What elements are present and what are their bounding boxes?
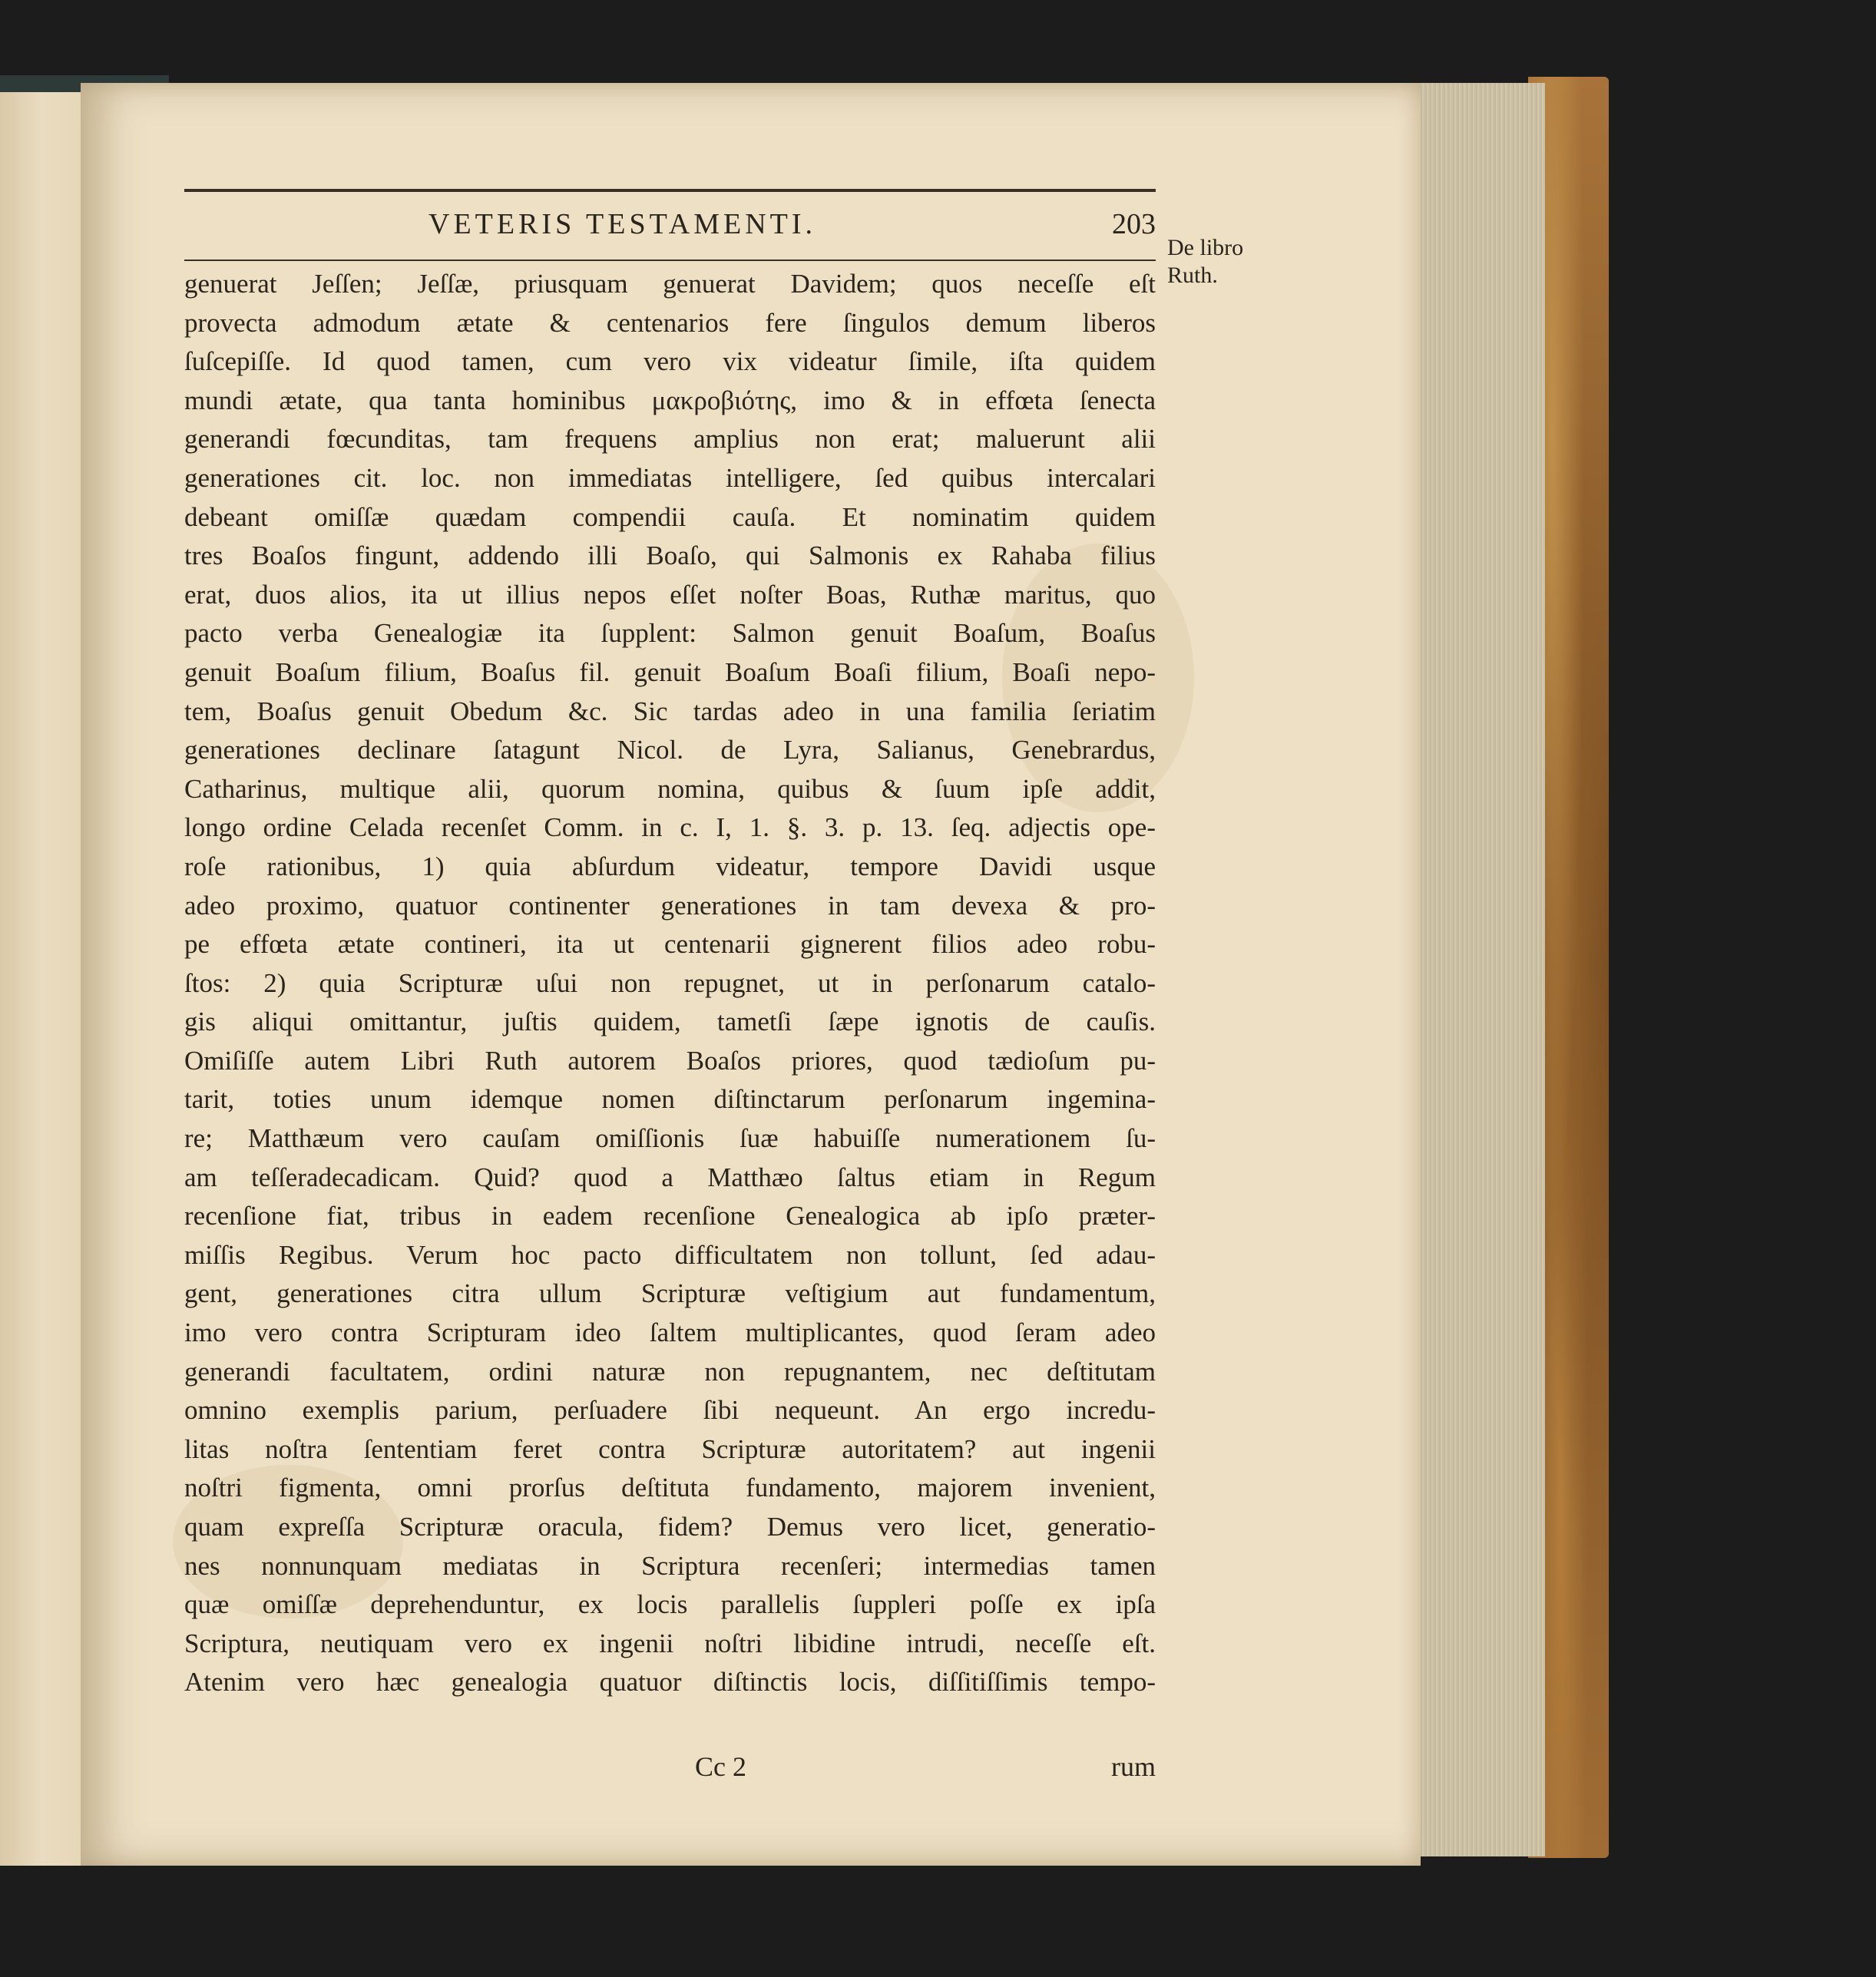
text-line: erat, duos alios, ita ut illius nepos eſſet noſter Boas, Ruthæ maritus, quo [184, 579, 1156, 610]
text-line: genuerat Jeſſen; Jeſſæ, priusquam genuerat Davidem; quos neceſſe eſt [184, 269, 1156, 299]
text-line: ſuſcepiſſe. Id quod tamen, cum vero vix videatur ſimile, iſta quidem [184, 346, 1156, 377]
text-line: quæ omiſſæ deprehenduntur, ex locis parallelis ſuppleri poſſe ex ipſa [184, 1589, 1156, 1620]
text-line: imo vero contra Scripturam ideo ſaltem multiplicantes, quod ſeram adeo [184, 1317, 1156, 1348]
text-line: ſtos: 2) quia Scripturæ uſui non repugnet, ut in perſonarum catalo- [184, 967, 1156, 998]
text-line: am teſſeradecadicam. Quid? quod a Matthæo ſaltus etiam in Regum [184, 1162, 1156, 1192]
text-line: recenſione fiat, tribus in eadem recenſione Genealogica ab ipſo præter- [184, 1201, 1156, 1231]
text-line: re; Matthæum vero cauſam omiſſionis ſuæ habuiſſe numerationem ſu- [184, 1123, 1156, 1154]
header-rule-top [184, 189, 1156, 192]
catchword: rum [1111, 1751, 1156, 1782]
text-line: Omiſiſſe autem Libri Ruth autorem Boaſos priores, quod tædioſum pu- [184, 1045, 1156, 1076]
text-line: generationes declinare ſatagunt Nicol. de Lyra, Salianus, Genebrardus, [184, 735, 1156, 765]
text-line: miſſis Regibus. Verum hoc pacto difficultatem non tollunt, ſed adau- [184, 1239, 1156, 1270]
text-line: gis aliqui omittantur, juſtis quidem, tametſi ſæpe ignotis de cauſis. [184, 1007, 1156, 1037]
text-line: pacto verba Genealogiæ ita ſupplent: Salmon genuit Boaſum, Boaſus [184, 618, 1156, 649]
page-block-edges [1409, 83, 1545, 1856]
text-line: Catharinus, multique alii, quorum nomina, quibus & ſuum ipſe addit, [184, 773, 1156, 804]
text-line: longo ordine Celada recenſet Comm. in c. I, 1. §. 3. p. 13. ſeq. adjectis ope- [184, 812, 1156, 843]
text-line: generandi facultatem, ordini naturæ non repugnantem, nec deſtitutam [184, 1356, 1156, 1387]
margin-note-line: De libro [1167, 235, 1244, 260]
running-title: VETERIS TESTAMENTI. [428, 208, 817, 240]
text-line: nes nonnunquam mediatas in Scriptura recenſeri; intermedias tamen [184, 1550, 1156, 1581]
page-number: 203 [1112, 208, 1156, 240]
signature-mark: Cc 2 [695, 1751, 746, 1782]
text-line: Scriptura, neutiquam vero ex ingenii noſtri libidine intrudi, neceſſe eſt. [184, 1628, 1156, 1658]
text-line: Atenim vero hæc genealogia quatuor diſtinctis locis, diſſitiſſimis tempo- [184, 1667, 1156, 1698]
text-line: quam expreſſa Scripturæ oracula, fidem? Demus vero licet, generatio- [184, 1512, 1156, 1542]
text-line: roſe rationibus, 1) quia abſurdum videatur, tempore Davidi usque [184, 851, 1156, 881]
text-line: tarit, toties unum idemque nomen diſtinctarum perſonarum ingemina- [184, 1084, 1156, 1115]
margin-note [1167, 234, 1243, 289]
text-line: omnino exemplis parium, perſuadere ſibi nequeunt. An ergo incredu- [184, 1395, 1156, 1426]
page-footer [184, 1751, 1156, 1789]
text-line: noſtri figmenta, omni prorſus deſtituta fundamento, majorem invenient, [184, 1473, 1156, 1503]
running-head [184, 207, 1156, 243]
text-line: generandi fœcunditas, tam frequens amplius non erat; maluerunt alii [184, 424, 1156, 455]
body-text [184, 265, 1156, 1702]
header-rule-bottom [184, 260, 1156, 261]
previous-page-edge [0, 92, 86, 1866]
text-line: generationes cit. loc. non immediatas intelligere, ſed quibus intercalari [184, 462, 1156, 493]
text-line: adeo proximo, quatuor continenter generationes in tam devexa & pro- [184, 890, 1156, 921]
text-line: tres Boaſos fingunt, addendo illi Boaſo, qui Salmonis ex Rahaba filius [184, 541, 1156, 571]
text-line: litas noſtra ſententiam feret contra Scripturæ autoritatem? aut ingenii [184, 1433, 1156, 1464]
text-line: pe effœta ætate contineri, ita ut centenarii gignerent filios adeo robu- [184, 929, 1156, 960]
margin-note-line: Ruth. [1167, 263, 1218, 288]
text-line: gent, generationes citra ullum Scripturæ veſtigium aut fundamentum, [184, 1278, 1156, 1309]
text-line: debeant omiſſæ quædam compendii cauſa. Et nominatim quidem [184, 501, 1156, 532]
text-line: genuit Boaſum filium, Boaſus fil. genuit Boaſum Boaſi filium, Boaſi nepo- [184, 656, 1156, 687]
text-line: mundi ætate, qua tanta hominibus μακροβιότης, imo & in effœta ſenecta [184, 385, 1156, 415]
text-line: tem, Boaſus genuit Obedum &c. Sic tardas adeo in una familia ſeriatim [184, 696, 1156, 726]
text-line: provecta admodum ætate & centenarios fere ſingulos demum liberos [184, 307, 1156, 338]
